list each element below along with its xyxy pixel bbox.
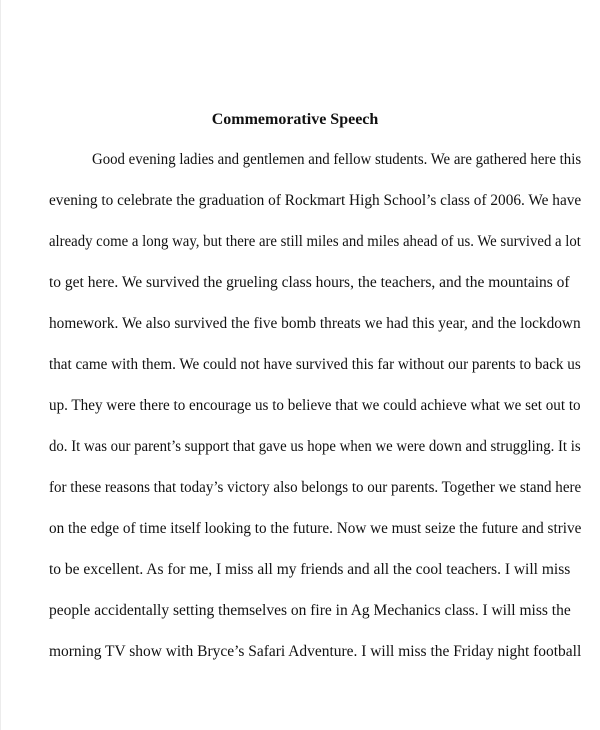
paragraph-line: on the edge of time itself looking to the future. Now we must seize the future and strive <box>49 520 582 537</box>
paragraph-line: people accidentally setting themselves on fire in Ag Mechanics class. I will miss the <box>49 602 571 619</box>
paragraph-line: already come a long way, but there are still miles and miles ahead of us. We survived a lot <box>49 233 581 250</box>
paragraph-line: Good evening ladies and gentlemen and fellow students. We are gathered here this <box>92 151 582 168</box>
paragraph-line: do. It was our parent’s support that gave us hope when we were down and struggling. It is <box>49 438 581 455</box>
paragraph-line: homework. We also survived the five bomb threats we had this year, and the lockdown <box>49 315 581 332</box>
paragraph-line: to get here. We survived the grueling class hours, the teachers, and the mountains of <box>49 274 570 291</box>
paragraph-line: evening to celebrate the graduation of Rockmart High School’s class of 2006. We have <box>49 192 582 209</box>
document-title: Commemorative Speech <box>211 111 379 128</box>
paragraph-line: that came with them. We could not have survived this far without our parents to back us <box>49 356 581 373</box>
paragraph-line: for these reasons that today’s victory also belongs to our parents. Together we stand here <box>49 479 582 496</box>
paragraph-line: up. They were there to encourage us to believe that we could achieve what we set out to <box>49 397 581 414</box>
paragraph-line: to be excellent. As for me, I miss all my friends and all the cool teachers. I will miss <box>49 561 571 578</box>
paragraph-line: morning TV show with Bryce’s Safari Adventure. I will miss the Friday night football <box>49 643 582 660</box>
